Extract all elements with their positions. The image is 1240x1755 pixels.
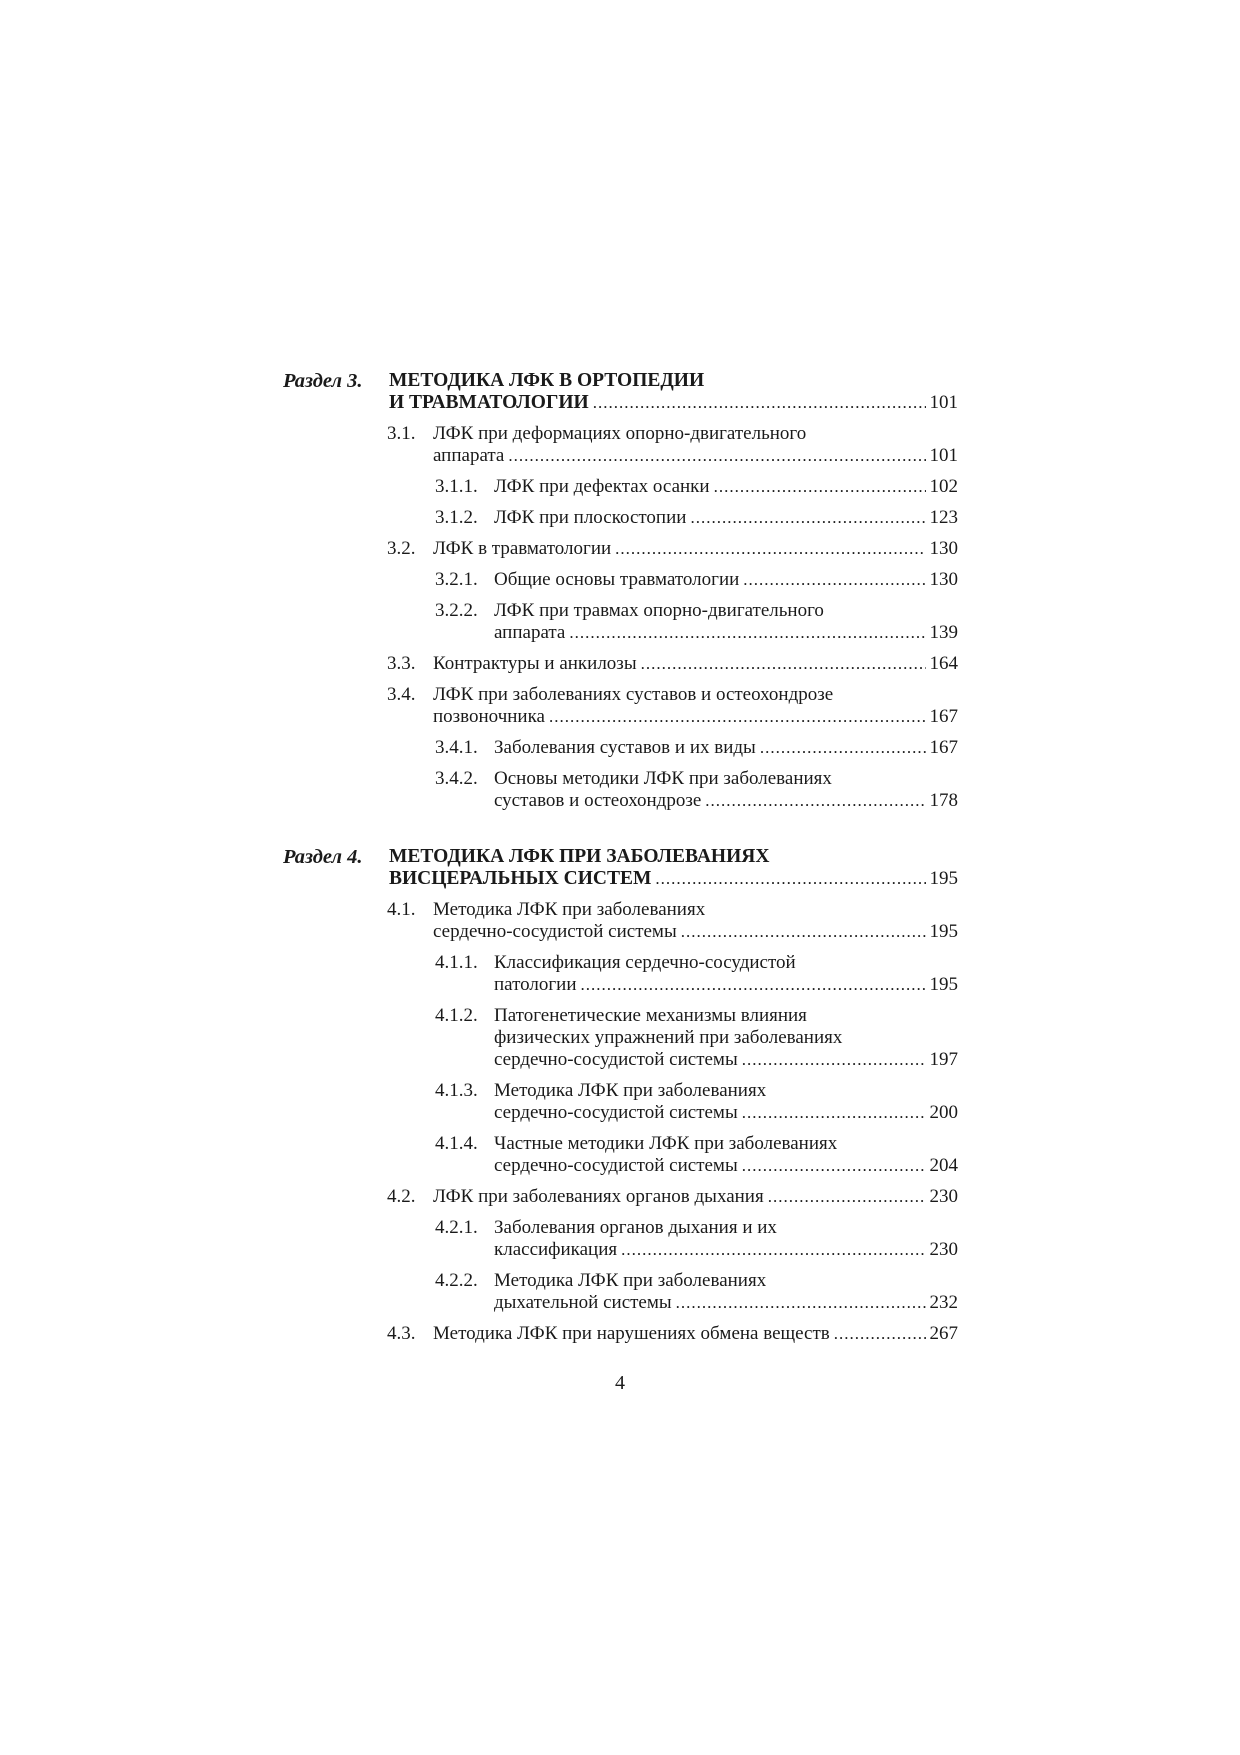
entry-title: классификация	[494, 1239, 618, 1260]
section-title-line2: И ТРАВМАТОЛОГИИ	[389, 392, 589, 413]
page-ref: 230	[929, 1239, 958, 1260]
entry-number: 3.1.	[387, 423, 416, 444]
page-ref: 267	[929, 1323, 958, 1344]
entry-line: Патогенетические механизмы влияния	[494, 1005, 807, 1026]
dot-leader	[714, 476, 926, 498]
page-ref: 101	[929, 445, 958, 466]
entry-title: ЛФК в травматологии	[433, 538, 612, 559]
entry-number: 4.3.	[387, 1323, 416, 1344]
section-label: Раздел 3.	[283, 370, 363, 392]
page-ref: 178	[929, 790, 958, 811]
entry-line: Частные методики ЛФК при заболеваниях	[494, 1133, 838, 1154]
section-title-line2: ВИСЦЕРАЛЬНЫХ СИСТЕМ	[389, 868, 652, 889]
page-ref: 232	[929, 1292, 958, 1313]
entry-number: 3.3.	[387, 653, 416, 674]
toc-entry	[387, 1323, 958, 1345]
entry-title: ЛФК при плоскостопии	[494, 507, 687, 528]
dot-leader	[705, 790, 925, 812]
toc-entry	[435, 1270, 958, 1314]
section-title	[389, 846, 958, 890]
toc-entry	[435, 1005, 958, 1071]
entry-title: суставов и остеохондрозе	[494, 790, 702, 811]
toc-entry	[435, 569, 958, 591]
toc-entry	[435, 1133, 958, 1177]
dot-leader	[593, 392, 926, 414]
page-ref: 204	[929, 1155, 958, 1176]
dot-leader	[676, 1292, 926, 1314]
page-ref: 195	[929, 974, 958, 995]
entry-number: 3.2.	[387, 538, 416, 559]
dot-leader	[834, 1323, 926, 1345]
entry-title: аппарата	[494, 622, 566, 643]
entry-title: ЛФК при заболеваниях органов дыхания	[433, 1186, 764, 1207]
page-number: 4	[615, 1372, 625, 1394]
entry-line: Заболевания органов дыхания и их	[494, 1217, 777, 1238]
entry-line: Методика ЛФК при заболеваниях	[494, 1080, 767, 1101]
entry-line: Методика ЛФК при заболеваниях	[494, 1270, 767, 1291]
page-ref: 102	[929, 476, 958, 497]
page-ref: 195	[929, 868, 958, 889]
entry-line: Классификация сердечно-сосудистой	[494, 952, 796, 973]
toc-entry	[435, 768, 958, 812]
page-ref: 230	[929, 1186, 958, 1207]
dot-leader	[742, 1155, 926, 1177]
toc-entry	[387, 684, 958, 728]
entry-title: позвоночника	[433, 706, 545, 727]
toc-entry	[435, 737, 958, 759]
dot-leader	[581, 974, 926, 996]
entry-number: 4.1.3.	[435, 1080, 478, 1101]
dot-leader	[760, 737, 926, 759]
toc-entry	[435, 507, 958, 529]
entry-line: физических упражнений при заболеваниях	[494, 1027, 843, 1048]
toc-entry	[435, 952, 958, 996]
entry-title: Методика ЛФК при нарушениях обмена веществ	[433, 1323, 830, 1344]
dot-leader	[569, 622, 925, 644]
entry-line: ЛФК при заболеваниях суставов и остеохондрозе	[433, 684, 834, 705]
page-ref: 164	[929, 653, 958, 674]
section-title-line1: МЕТОДИКА ЛФК ПРИ ЗАБОЛЕВАНИЯХ	[389, 846, 770, 867]
dot-leader	[621, 1239, 925, 1261]
entry-number: 3.2.2.	[435, 600, 478, 621]
toc-entry	[435, 476, 958, 498]
dot-leader	[681, 921, 926, 943]
toc-entry	[387, 899, 958, 943]
dot-leader	[690, 507, 925, 529]
entry-number: 4.2.1.	[435, 1217, 478, 1238]
entry-title: сердечно-сосудистой системы	[494, 1049, 738, 1070]
entry-number: 4.1.2.	[435, 1005, 478, 1026]
toc-entry	[387, 423, 958, 467]
dot-leader	[549, 706, 926, 728]
entry-line: ЛФК при деформациях опорно-двигательного	[433, 423, 807, 444]
entry-line: Основы методики ЛФК при заболеваниях	[494, 768, 832, 789]
dot-leader	[743, 569, 925, 591]
entry-line: Методика ЛФК при заболеваниях	[433, 899, 706, 920]
page-ref: 123	[929, 507, 958, 528]
dot-leader	[768, 1186, 926, 1208]
page-ref: 101	[929, 392, 958, 413]
page-ref: 130	[929, 538, 958, 559]
section-title	[389, 370, 958, 414]
entry-number: 4.2.	[387, 1186, 416, 1207]
page-ref: 200	[929, 1102, 958, 1123]
entry-number: 3.4.2.	[435, 768, 478, 789]
entry-title: Общие основы травматологии	[494, 569, 740, 590]
entry-title: дыхательной системы	[494, 1292, 672, 1313]
entry-number: 4.2.2.	[435, 1270, 478, 1291]
entry-number: 3.4.1.	[435, 737, 478, 758]
toc-entry	[387, 653, 958, 675]
entry-number: 4.1.4.	[435, 1133, 478, 1154]
table-of-contents	[283, 370, 958, 1379]
entry-line: ЛФК при травмах опорно-двигательного	[494, 600, 824, 621]
entry-title: сердечно-сосудистой системы	[433, 921, 677, 942]
entry-number: 3.1.2.	[435, 507, 478, 528]
dot-leader	[641, 653, 926, 675]
entry-title: сердечно-сосудистой системы	[494, 1102, 738, 1123]
dot-leader	[655, 868, 925, 890]
toc-entry	[387, 538, 958, 560]
page-ref: 167	[929, 706, 958, 727]
entry-title: Заболевания суставов и их виды	[494, 737, 756, 758]
entry-number: 3.2.1.	[435, 569, 478, 590]
entry-title: аппарата	[433, 445, 505, 466]
toc-entry	[387, 1186, 958, 1208]
entry-title: Контрактуры и анкилозы	[433, 653, 637, 674]
entry-title: сердечно-сосудистой системы	[494, 1155, 738, 1176]
dot-leader	[508, 445, 925, 467]
dot-leader	[742, 1102, 926, 1124]
entry-number: 4.1.	[387, 899, 416, 920]
toc-entry	[435, 600, 958, 644]
toc-section	[283, 846, 958, 1345]
entry-title: ЛФК при дефектах осанки	[494, 476, 710, 497]
toc-entry	[435, 1080, 958, 1124]
entry-title: патологии	[494, 974, 577, 995]
page-ref: 195	[929, 921, 958, 942]
dot-leader	[615, 538, 925, 560]
page-ref: 139	[929, 622, 958, 643]
dot-leader	[742, 1049, 926, 1071]
section-title-line1: МЕТОДИКА ЛФК В ОРТОПЕДИИ	[389, 370, 705, 391]
page-ref: 167	[929, 737, 958, 758]
entry-number: 3.4.	[387, 684, 416, 705]
section-label: Раздел 4.	[283, 846, 363, 868]
page-ref: 130	[929, 569, 958, 590]
page-ref: 197	[929, 1049, 958, 1070]
entry-number: 3.1.1.	[435, 476, 478, 497]
toc-entry	[435, 1217, 958, 1261]
toc-section	[283, 370, 958, 812]
entry-number: 4.1.1.	[435, 952, 478, 973]
